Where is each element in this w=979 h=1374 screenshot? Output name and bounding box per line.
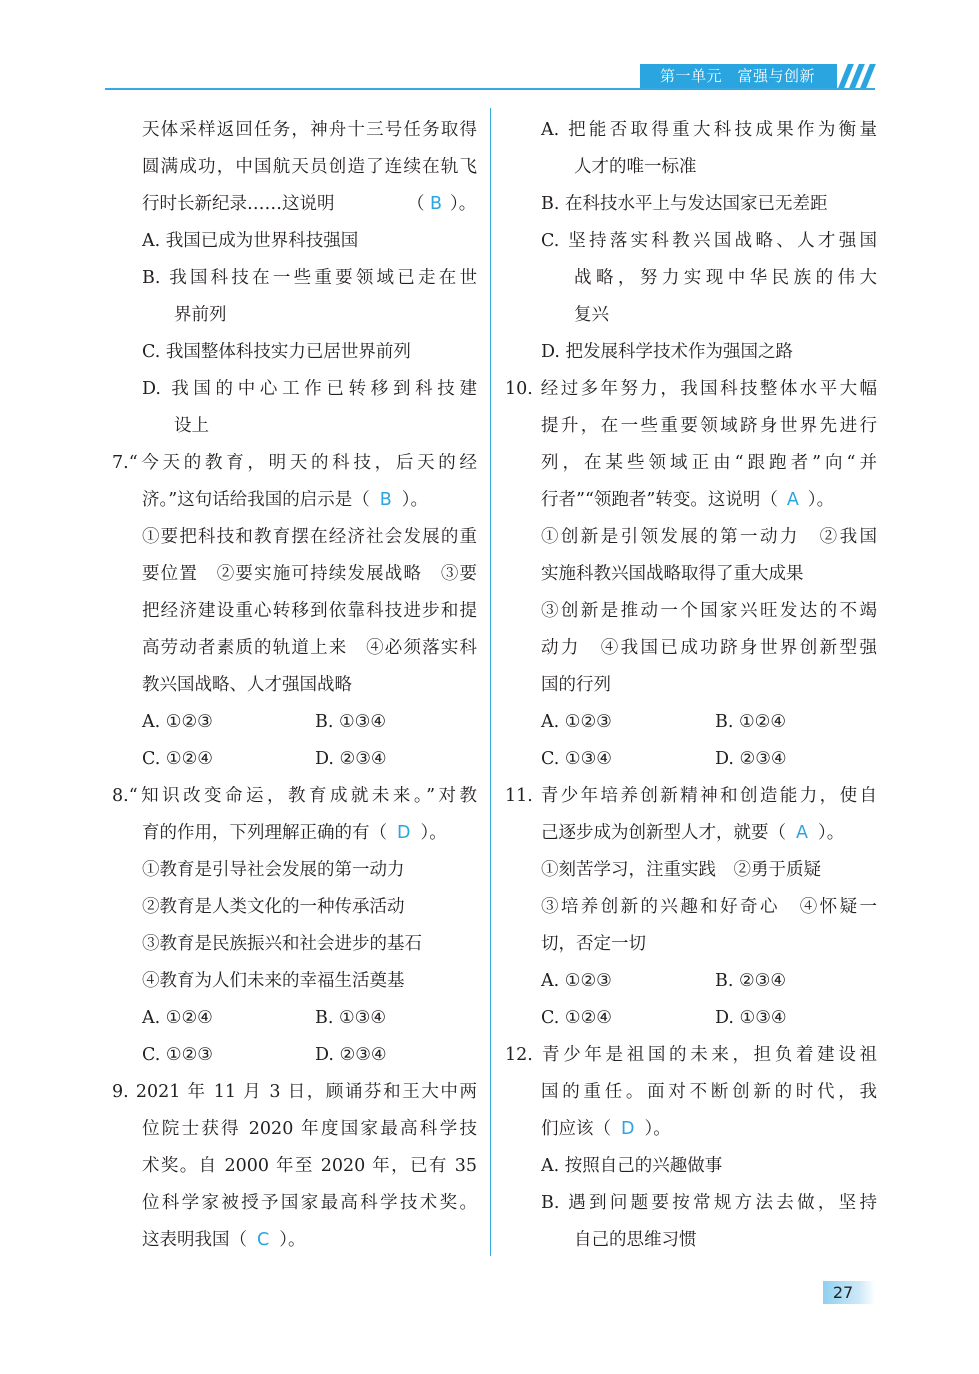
question-10-answer: A bbox=[786, 490, 799, 510]
question-11-paren-close: ）。 bbox=[817, 823, 845, 843]
question-8-line-6: ④教育为人们未来的幸福生活奠基 bbox=[142, 971, 405, 991]
question-10-paren-close: ）。 bbox=[807, 490, 835, 510]
question-8-option-a: A. ①②④ bbox=[142, 1008, 213, 1028]
question-6-stem-end: 行时长新纪录……这说明 bbox=[142, 194, 335, 214]
question-8-option-c: C. ①②③ bbox=[142, 1045, 213, 1065]
question-12-line-2: 国的重任。面对不断创新的时代，我 bbox=[541, 1082, 877, 1102]
question-7-answer: B bbox=[379, 490, 392, 510]
question-7-stem-end: 济。”这句话给我国的启示是（ bbox=[142, 490, 370, 510]
question-7-paren-close: ）。 bbox=[401, 490, 428, 510]
question-10-line-1: 10. 经过多年努力，我国科技整体水平大幅 bbox=[505, 379, 877, 399]
question-6-answer: B bbox=[430, 194, 443, 214]
question-11-option-b: B. ②③④ bbox=[715, 971, 787, 991]
question-9-option-c-cont-2: 复兴 bbox=[574, 305, 609, 325]
header-stripes-decoration bbox=[837, 64, 877, 88]
question-6-option-d: D. 我国的中心工作已转移到科技建 bbox=[142, 379, 477, 399]
question-10-option-b: B. ①②④ bbox=[715, 712, 787, 732]
question-11-stem-end: 己逐步成为创新型人才，就要（ bbox=[541, 823, 786, 843]
question-9-line-4: 位科学家被授予国家最高科学技术奖。 bbox=[142, 1193, 477, 1213]
question-10-line-2: 提升，在一些重要领域跻身世界先进行 bbox=[541, 416, 877, 436]
question-8-stem-end: 育的作用，下列理解正确的有（ bbox=[142, 823, 387, 843]
question-7-line-2 bbox=[142, 482, 477, 519]
question-6-line-1: 天体采样返回任务，神舟十三号任务取得 bbox=[142, 120, 477, 140]
question-9-line-2: 位院士获得 2020 年度国家最高科学技 bbox=[142, 1119, 477, 1139]
question-10-line-9: 国的行列 bbox=[541, 675, 611, 695]
question-10-line-7: ③创新是推动一个国家兴旺发达的不竭 bbox=[541, 601, 877, 621]
unit-title-banner: 第一单元 富强与创新 bbox=[640, 64, 837, 88]
question-12-line-3 bbox=[541, 1111, 671, 1148]
question-10-option-a: A. ①②③ bbox=[541, 712, 612, 732]
question-9-paren-close: ）。 bbox=[279, 1230, 306, 1250]
question-9-option-a: A. 把能否取得重大科技成果作为衡量 bbox=[541, 120, 877, 140]
question-11-line-1: 11. 青少年培养创新精神和创造能力，使自 bbox=[505, 786, 877, 806]
question-8-option-d: D. ②③④ bbox=[315, 1045, 387, 1065]
question-11-line-5: 切，否定一切 bbox=[541, 934, 646, 954]
question-11-line-2 bbox=[541, 815, 877, 852]
question-6-line-3 bbox=[142, 186, 477, 223]
question-7-line-6: 高劳动者素质的轨道上来 ④必须落实科 bbox=[142, 638, 477, 658]
question-6-line-2: 圆满成功，中国航天员创造了连续在轨飞 bbox=[142, 157, 477, 177]
question-11-option-c: C. ①②④ bbox=[541, 1008, 612, 1028]
question-12-line-1: 12. 青少年是祖国的未来，担负着建设祖 bbox=[505, 1045, 877, 1065]
question-10-line-4 bbox=[541, 482, 877, 519]
question-10-line-8: 动力 ④我国已成功跻身世界创新型强 bbox=[541, 638, 877, 658]
question-7-line-7: 教兴国战略、人才强国战略 bbox=[142, 675, 352, 695]
question-7-line-1: 7.“今天的教育，明天的科技，后天的经 bbox=[112, 453, 477, 473]
question-8-answer: D bbox=[397, 823, 411, 843]
question-12-answer: D bbox=[621, 1119, 635, 1139]
question-10-line-5: ①创新是引领发展的第一动力 ②我国 bbox=[541, 527, 877, 547]
question-12-paren-close: ）。 bbox=[644, 1119, 671, 1139]
question-12-option-a: A. 按照自己的兴趣做事 bbox=[541, 1156, 723, 1176]
question-9-answer: C bbox=[257, 1230, 270, 1250]
question-8-line-5: ③教育是民族振兴和社会进步的基石 bbox=[142, 934, 422, 954]
question-8-line-1: 8.“知识改变命运，教育成就未来。”对教 bbox=[112, 786, 477, 806]
question-6-option-b-cont: 界前列 bbox=[174, 305, 227, 325]
question-9-line-5 bbox=[142, 1222, 305, 1259]
question-6-option-b: B. 我国科技在一些重要领域已走在世 bbox=[142, 268, 477, 288]
question-6-paren-close: ）。 bbox=[450, 194, 477, 214]
question-8-option-b: B. ①③④ bbox=[315, 1008, 387, 1028]
question-6-option-a: A. 我国已成为世界科技强国 bbox=[142, 231, 359, 251]
question-7-option-a: A. ①②③ bbox=[142, 712, 213, 732]
question-9-stem-end: 这表明我国（ bbox=[142, 1230, 247, 1250]
question-6-option-c: C. 我国整体科技实力已居世界前列 bbox=[142, 342, 411, 362]
question-12-option-b-cont: 自己的思维习惯 bbox=[574, 1230, 697, 1250]
question-11-option-d: D. ①③④ bbox=[715, 1008, 787, 1028]
question-7-option-d: D. ②③④ bbox=[315, 749, 387, 769]
question-7-option-b: B. ①③④ bbox=[315, 712, 387, 732]
question-8-paren-close: ）。 bbox=[420, 823, 447, 843]
question-7-option-c: C. ①②④ bbox=[142, 749, 213, 769]
page-number: 27 bbox=[832, 1283, 854, 1302]
question-9-option-d: D. 把发展科学技术作为强国之路 bbox=[541, 342, 794, 362]
question-7-line-5: 把经济建设重心转移到依靠科技进步和提 bbox=[142, 601, 477, 621]
question-9-option-b: B. 在科技水平上与发达国家已无差距 bbox=[541, 194, 828, 214]
question-11-answer: A bbox=[796, 823, 808, 843]
question-11-line-4: ③培养创新的兴趣和好奇心 ④怀疑一 bbox=[541, 897, 877, 917]
question-10-line-3: 列，在某些领域正由“跟跑者”向“并 bbox=[541, 453, 877, 473]
question-11-line-3: ①刻苦学习，注重实践 ②勇于质疑 bbox=[541, 860, 821, 880]
question-9-option-c-cont: 战略，努力实现中华民族的伟大 bbox=[574, 268, 877, 288]
question-9-option-a-cont: 人才的唯一标准 bbox=[574, 157, 697, 177]
question-8-line-2 bbox=[142, 815, 477, 852]
question-12-option-b: B. 遇到问题要按常规方法去做，坚持 bbox=[541, 1193, 877, 1213]
question-9-option-c: C. 坚持落实科教兴国战略、人才强国 bbox=[541, 231, 877, 251]
question-9-line-3: 术奖。自 2000 年至 2020 年，已有 35 bbox=[142, 1156, 477, 1176]
header-rule bbox=[105, 88, 875, 90]
question-11-option-a: A. ①②③ bbox=[541, 971, 612, 991]
question-10-option-d: D. ②③④ bbox=[715, 749, 787, 769]
question-10-option-c: C. ①③④ bbox=[541, 749, 612, 769]
question-8-line-3: ①教育是引导社会发展的第一动力 bbox=[142, 860, 405, 880]
question-8-line-4: ②教育是人类文化的一种传承活动 bbox=[142, 897, 405, 917]
question-6-paren-open: （ bbox=[407, 194, 425, 214]
question-9-line-1: 9. 2021 年 11 月 3 日，顾诵芬和王大中两 bbox=[112, 1082, 477, 1102]
question-6-option-d-cont: 设上 bbox=[174, 416, 209, 436]
column-divider bbox=[490, 108, 491, 1256]
question-7-line-4: 要位置 ②要实施可持续发展战略 ③要 bbox=[142, 564, 477, 584]
question-12-stem-end: 们应该（ bbox=[541, 1119, 611, 1139]
question-10-line-6: 实施科教兴国战略取得了重大成果 bbox=[541, 564, 804, 584]
question-10-stem-end: 行者”“领跑者”转变。这说明（ bbox=[541, 490, 778, 510]
question-7-line-3: ①要把科技和教育摆在经济社会发展的重 bbox=[142, 527, 477, 547]
